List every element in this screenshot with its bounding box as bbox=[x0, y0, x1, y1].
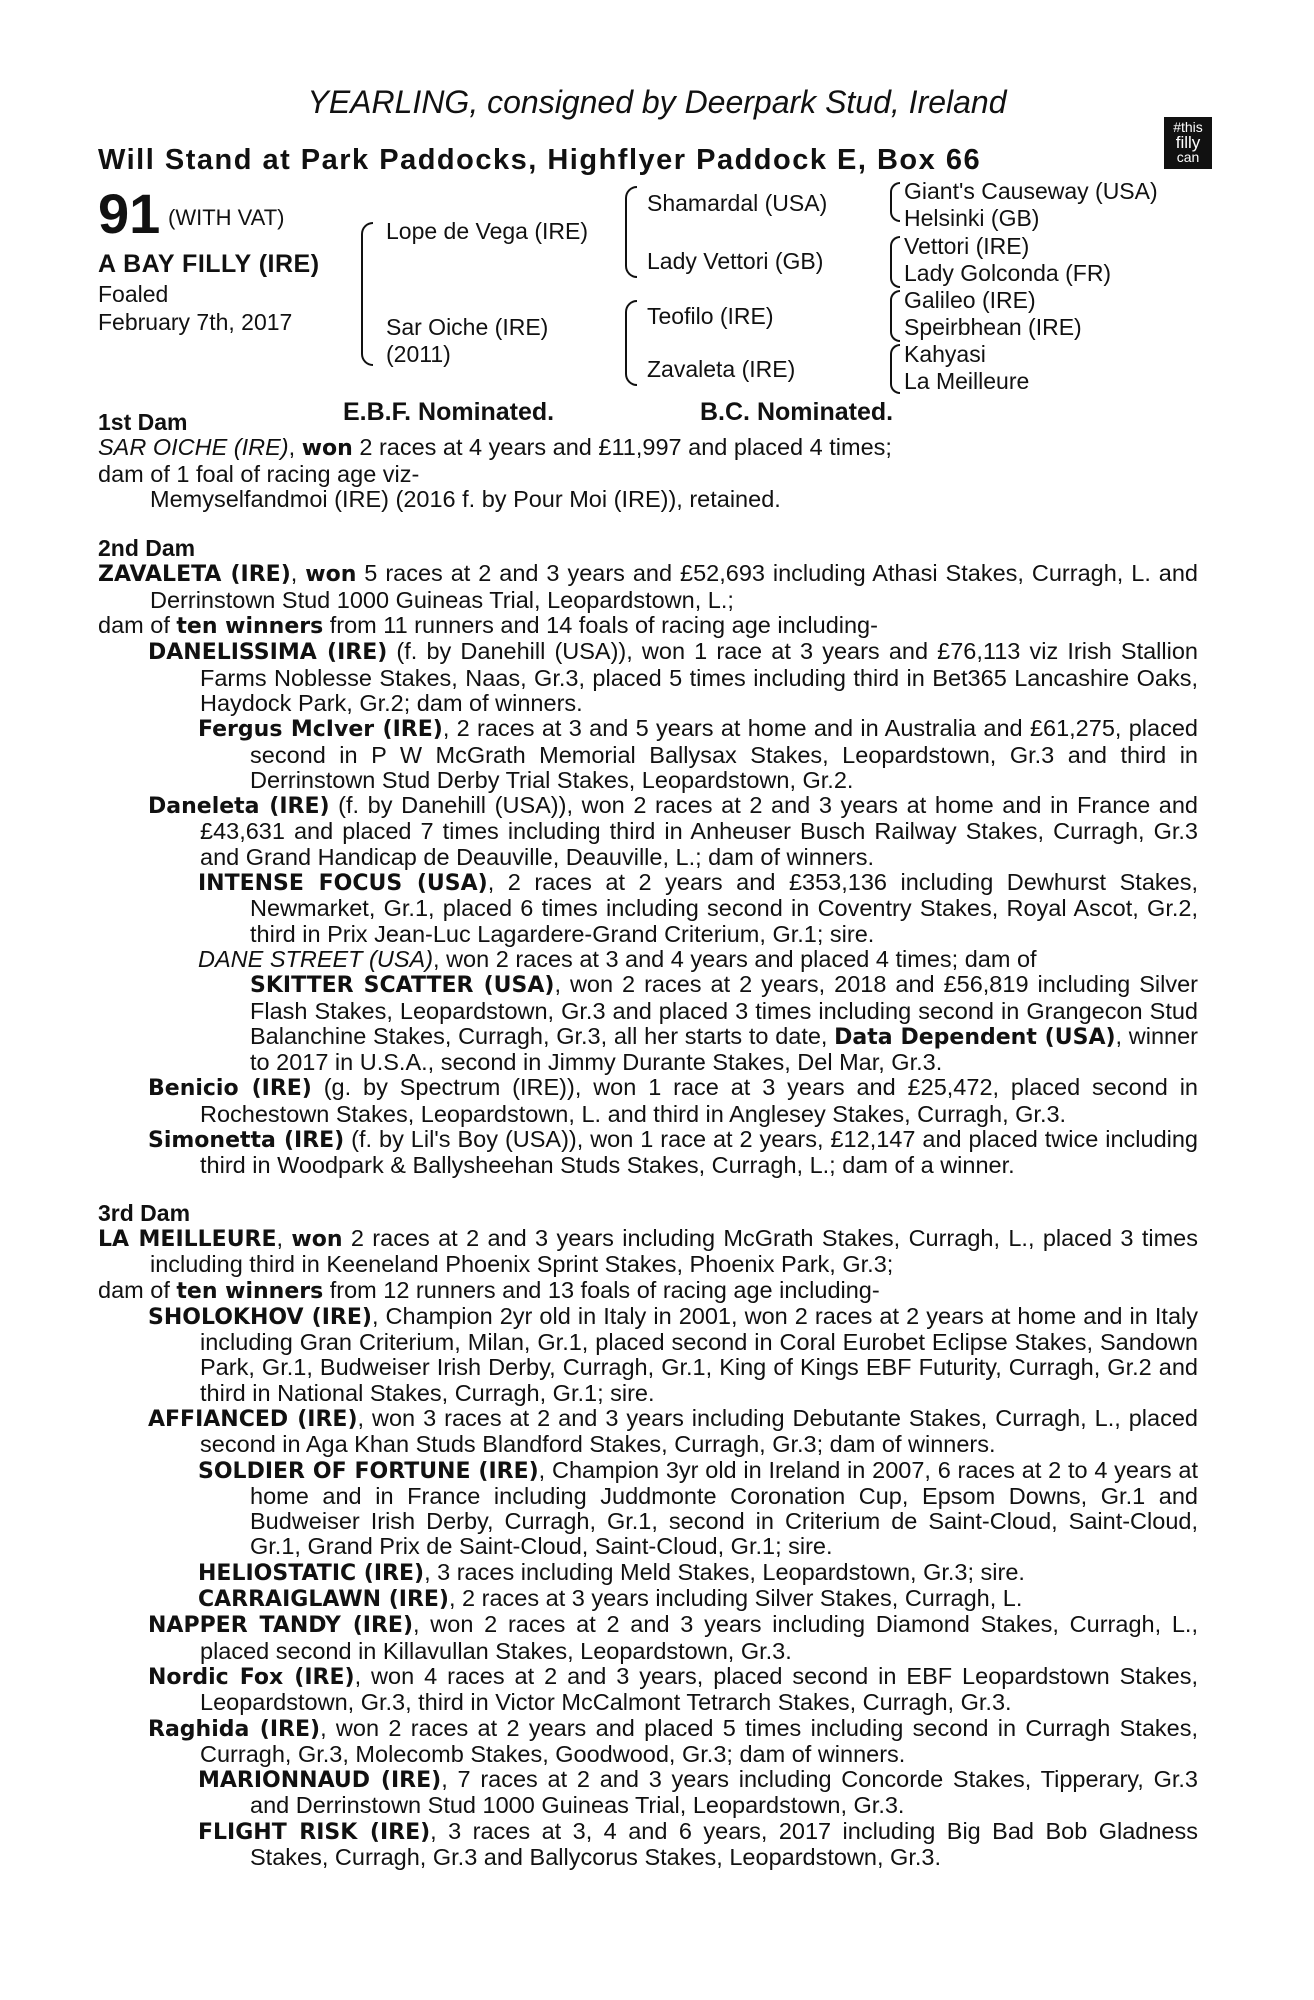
produce-entry bbox=[98, 870, 1198, 947]
produce-entry bbox=[98, 1767, 1198, 1819]
second-dam-heading: 2nd Dam bbox=[98, 535, 196, 562]
entry-name: DANELISSIMA (IRE) bbox=[148, 640, 388, 666]
pedigree-brace-g3 bbox=[890, 290, 900, 342]
produce-entry bbox=[98, 1127, 1198, 1179]
horse-description: A BAY FILLY (IRE) bbox=[98, 250, 320, 278]
pedigree-brace-dam bbox=[625, 300, 637, 386]
produce-entry bbox=[98, 716, 1198, 793]
pedigree-g8: La Meilleure bbox=[904, 368, 1030, 394]
produce-entry bbox=[98, 972, 1198, 1075]
entry-text: , 3 races including Meld Stakes, Leopardstown, Gr.3; sire. bbox=[424, 1558, 1025, 1585]
entry-text: , 3 races at 3, 4 and 6 years, 2017 including Big Bad Bob Gladness Stakes, Curragh, Gr.3 and Ballycorus Stakes, Leopardstown, Gr.3. bbox=[250, 1817, 1198, 1871]
pedigree-g6: Speirbhean (IRE) bbox=[904, 314, 1082, 340]
entry-name: SKITTER SCATTER (USA) bbox=[250, 973, 555, 999]
pedigree-brace-main bbox=[361, 222, 373, 366]
pedigree-g1: Giant's Causeway (USA) bbox=[904, 178, 1158, 204]
entry-name: AFFIANCED (IRE) bbox=[148, 1406, 358, 1432]
pedigree-brace-g4 bbox=[890, 344, 900, 394]
produce-entry bbox=[98, 1406, 1198, 1458]
entry-name: Raghida (IRE) bbox=[148, 1716, 321, 1742]
first-dam-won: won bbox=[301, 436, 353, 462]
third-dam-text: 2 races at 2 and 3 years including McGrath Stakes, Curragh, L., placed 3 times including third in Keeneland Phoenix Sprint Stakes, Phoenix Park, Gr.3; bbox=[150, 1224, 1198, 1278]
produce-entry bbox=[98, 793, 1198, 870]
produce-entry bbox=[98, 1664, 1198, 1716]
pedigree-g5: Galileo (IRE) bbox=[904, 287, 1036, 313]
third-dam-heading: 3rd Dam bbox=[98, 1199, 191, 1226]
produce-entry bbox=[98, 1458, 1198, 1560]
first-dam-text: 2 races at 4 years and £11,997 and placed 4 times; bbox=[352, 434, 892, 461]
entry-text: , 2 races at 3 and 5 years at home and in Australia and £61,275, placed second in P W McGrath Memorial Ballysax Stakes, Leopardstown, Gr.3 and third in Derrinstown Stud Derby Trial Stakes, Leopardstown, Gr.2. bbox=[250, 715, 1198, 793]
entry-text: , won 2 races at 3 and 4 years and placed 4 times; dam of bbox=[433, 945, 1037, 972]
third-dam-name: LA MEILLEURE bbox=[98, 1226, 277, 1252]
pedigree-g2: Helsinki (GB) bbox=[904, 205, 1040, 231]
second-dam-won: won bbox=[305, 562, 357, 588]
second-dam-name: ZAVALETA (IRE) bbox=[98, 562, 291, 588]
produce-entry bbox=[98, 1560, 1198, 1586]
entry-text: , won 3 races at 2 and 3 years including Debutante Stakes, Curragh, L., placed second in Aga Khan Studs Blandford Stakes, Curragh, Gr.3; dam of winners. bbox=[200, 1404, 1198, 1458]
first-dam-produce-intro: dam of 1 foal of racing age viz- bbox=[98, 460, 420, 487]
entry-name: HELIOSTATIC (IRE) bbox=[198, 1560, 425, 1586]
entry-text: (g. by Spectrum (IRE)), won 1 race at 3 years and £25,472, placed second in Rochestown Stakes, Leopardstown, L. and third in Anglesey Stakes, Curragh, Gr.3. bbox=[200, 1074, 1198, 1127]
entry-name-2: Data Dependent (USA) bbox=[834, 1024, 1116, 1050]
entry-name: INTENSE FOCUS (USA) bbox=[198, 871, 488, 897]
this-filly-can-logo bbox=[1164, 117, 1212, 169]
pedigree-g3: Vettori (IRE) bbox=[904, 233, 1030, 259]
badge-line-1: #this bbox=[1173, 119, 1203, 135]
entry-text: , Champion 2yr old in Italy in 2001, won 2 races at 2 years at home and in Italy including Gran Criterium, Milan, Gr.1, placed second in Coral Eurobet Eclipse Stakes, Sandown Park, Gr.1, Budweiser Irish Derby, Curragh, Gr.1, King of Kings EBF Futurity, Curragh, Gr.2 and third in National Stakes, Curragh, Gr.1; sire. bbox=[200, 1302, 1198, 1406]
produce-winners: ten winners bbox=[176, 1278, 324, 1304]
foaled-info bbox=[98, 280, 292, 336]
entry-name: Simonetta (IRE) bbox=[148, 1128, 345, 1154]
entry-name: SOLDIER OF FORTUNE (IRE) bbox=[198, 1458, 539, 1484]
foaled-label: Foaled bbox=[98, 281, 169, 307]
produce-entry bbox=[98, 1716, 1198, 1768]
pedigree-brace-g2 bbox=[890, 236, 900, 288]
entry-name: Nordic Fox (IRE) bbox=[148, 1664, 355, 1690]
entry-text: , won 4 races at 2 and 3 years, placed second in EBF Leopardstown Stakes, Leopardstown, Gr.3, third in Victor McCalmont Tetrarch Stakes, Curragh, Gr.3. bbox=[200, 1662, 1199, 1716]
produce-entry bbox=[98, 1586, 1198, 1612]
entry-text-2: , winner to 2017 in U.S.A., second in Jimmy Durante Stakes, Del Mar, Gr.3. bbox=[250, 1022, 1198, 1076]
entry-name: DANE STREET (USA) bbox=[198, 945, 434, 972]
first-dam-record: SAR OICHE (IRE), won 2 races at 4 years and £11,997 and placed 4 times; bbox=[98, 434, 892, 462]
vat-note: (WITH VAT) bbox=[168, 205, 285, 230]
entry-name: FLIGHT RISK (IRE) bbox=[198, 1819, 431, 1845]
produce-entry bbox=[98, 1304, 1198, 1406]
first-dam-name: SAR OICHE (IRE) bbox=[98, 434, 289, 461]
pedigree-brace-sire bbox=[625, 186, 637, 278]
entry-text: , 7 races at 2 and 3 years including Concorde Stakes, Tipperary, Gr.3 and Derrinstown Stud 1000 Guineas Trial, Leopardstown, Gr.3. bbox=[250, 1766, 1198, 1819]
produce-winners: ten winners bbox=[176, 614, 324, 640]
pedigree-g7: Kahyasi bbox=[904, 341, 986, 367]
third-dam-won: won bbox=[291, 1226, 343, 1252]
entry-name: MARIONNAUD (IRE) bbox=[198, 1768, 442, 1794]
catalogue-header-title: YEARLING, consigned by Deerpark Stud, Ireland bbox=[307, 84, 1007, 120]
pedigree-dam-dam: Zavaleta (IRE) bbox=[647, 356, 796, 382]
entry-name: NAPPER TANDY (IRE) bbox=[148, 1613, 413, 1639]
produce-entry bbox=[98, 1612, 1198, 1664]
produce-post: from 11 runners and 14 foals of racing age including- bbox=[323, 612, 878, 639]
produce-pre: dam of bbox=[98, 612, 177, 639]
foaled-date: February 7th, 2017 bbox=[98, 309, 293, 335]
produce-entry bbox=[98, 1819, 1198, 1871]
entry-name: Fergus McIver (IRE) bbox=[198, 717, 443, 743]
pedigree-dam-name: Sar Oiche (IRE) bbox=[386, 314, 549, 340]
pedigree-dam-year: (2011) bbox=[386, 341, 451, 367]
pedigree-dam-sire: Teofilo (IRE) bbox=[647, 303, 774, 329]
entry-text: , Champion 3yr old in Ireland in 2007, 6 races at 2 to 4 years at home and in France including Juddmonte Coronation Cup, Epsom Downs, Gr.1 and Budweiser Irish Derby, Curragh, Gr.1, second in Criterium de Saint-Cloud, Saint-Cloud, Gr.1, Grand Prix de Saint-Cloud, Saint-Cloud, Gr.1; sire. bbox=[250, 1456, 1199, 1560]
entry-text: , 2 races at 2 years and £353,136 including Dewhurst Stakes, Newmarket, Gr.1, placed 6 times including second in Coventry Stakes, Royal Ascot, Gr.2, third in Prix Jean-Luc Lagardere-Grand Criterium, Gr.1; sire. bbox=[250, 869, 1198, 947]
entry-name: Benicio (IRE) bbox=[148, 1076, 312, 1102]
entry-name: Daneleta (IRE) bbox=[148, 794, 330, 820]
second-dam-record: ZAVALETA (IRE), won 5 races at 2 and 3 years and £52,693 including Athasi Stakes, Curragh, L. and Derrinstown Stud 1000 Guineas Trial, Leopardstown, L.; bbox=[98, 560, 1199, 613]
pedigree-dam bbox=[386, 314, 548, 368]
entry-text: , won 2 races at 2 and 3 years including Diamond Stakes, Curragh, L., placed second in Killavullan Stakes, Leopardstown, Gr.3. bbox=[200, 1611, 1198, 1664]
pedigree-brace-g1 bbox=[890, 182, 900, 222]
third-dam-produce bbox=[98, 1278, 1198, 1304]
entry-name: SHOLOKHOV (IRE) bbox=[148, 1304, 372, 1330]
badge-line-2: filly bbox=[1175, 133, 1201, 152]
produce-pre: dam of bbox=[98, 1276, 177, 1303]
second-dam-text: 5 races at 2 and 3 years and £52,693 including Athasi Stakes, Curragh, L. and Derrinstown Stud 1000 Guineas Trial, Leopardstown, L.; bbox=[150, 560, 1199, 613]
produce-entry bbox=[98, 947, 1198, 972]
pedigree-sire-sire: Shamardal (USA) bbox=[647, 190, 828, 216]
second-dam-produce bbox=[98, 613, 1198, 639]
entry-text: (f. by Danehill (USA)), won 2 races at 2 and 3 years at home and in France and £43,631 and placed 7 times including third in Anheuser Busch Railway Stakes, Curragh, Gr.3 and Grand Handicap de Deauville, Deauville, L.; dam of winners. bbox=[200, 792, 1198, 870]
entry-name: CARRAIGLAWN (IRE) bbox=[198, 1587, 449, 1613]
third-dam-record: LA MEILLEURE, won 2 races at 2 and 3 years including McGrath Stakes, Curragh, L., placed 3 times including third in Keeneland Phoenix Sprint Stakes, Phoenix Park, Gr.3; bbox=[98, 1224, 1198, 1278]
stabling-location: Will Stand at Park Paddocks, Highflyer Paddock E, Box 66 bbox=[98, 144, 982, 176]
entry-text: , won 2 races at 2 years and placed 5 times including second in Curragh Stakes, Curragh, Gr.3, Molecomb Stakes, Goodwood, Gr.3; dam of winners. bbox=[200, 1714, 1198, 1767]
entry-text: (f. by Danehill (USA)), won 1 race at 3 years and £76,113 viz Irish Stallion Farms Noblesse Stakes, Naas, Gr.3, placed 5 times including third in Bet365 Lancashire Oaks, Haydock Park, Gr.2; dam of winners. bbox=[200, 638, 1198, 716]
pedigree-sire: Lope de Vega (IRE) bbox=[386, 218, 589, 244]
catalogue-body bbox=[98, 410, 1198, 1870]
lot-number: 91 bbox=[98, 182, 161, 245]
entry-text: , 2 races at 3 years including Silver Stakes, Curragh, L. bbox=[448, 1585, 1023, 1612]
first-dam-heading: 1st Dam bbox=[98, 409, 188, 435]
ebf-nomination: E.B.F. Nominated. bbox=[343, 398, 555, 426]
produce-entry bbox=[98, 639, 1198, 716]
badge-line-3: can bbox=[1176, 149, 1200, 165]
pedigree-sire-dam: Lady Vettori (GB) bbox=[647, 248, 824, 274]
entry-text: , won 2 races at 2 years, 2018 and £56,819 including Silver Flash Stakes, Leopardstown, Gr.3 and placed 3 times including second in Grangecon Stud Balanchine Stakes, Curragh, Gr.3, all her starts to date, bbox=[250, 971, 1198, 1049]
bc-nomination: B.C. Nominated. bbox=[700, 398, 894, 426]
pedigree-g4: Lady Golconda (FR) bbox=[904, 260, 1112, 286]
produce-entry bbox=[98, 1075, 1198, 1127]
produce-post: from 12 runners and 13 foals of racing age including- bbox=[323, 1276, 880, 1303]
entry-text: (f. by Lil's Boy (USA)), won 1 race at 2 years, £12,147 and placed twice including third in Woodpark & Ballysheehan Studs Stakes, Curragh, L.; dam of a winner. bbox=[200, 1126, 1198, 1179]
first-dam-produce: Memyselfandmoi (IRE) (2016 f. by Pour Moi (IRE)), retained. bbox=[150, 485, 781, 512]
